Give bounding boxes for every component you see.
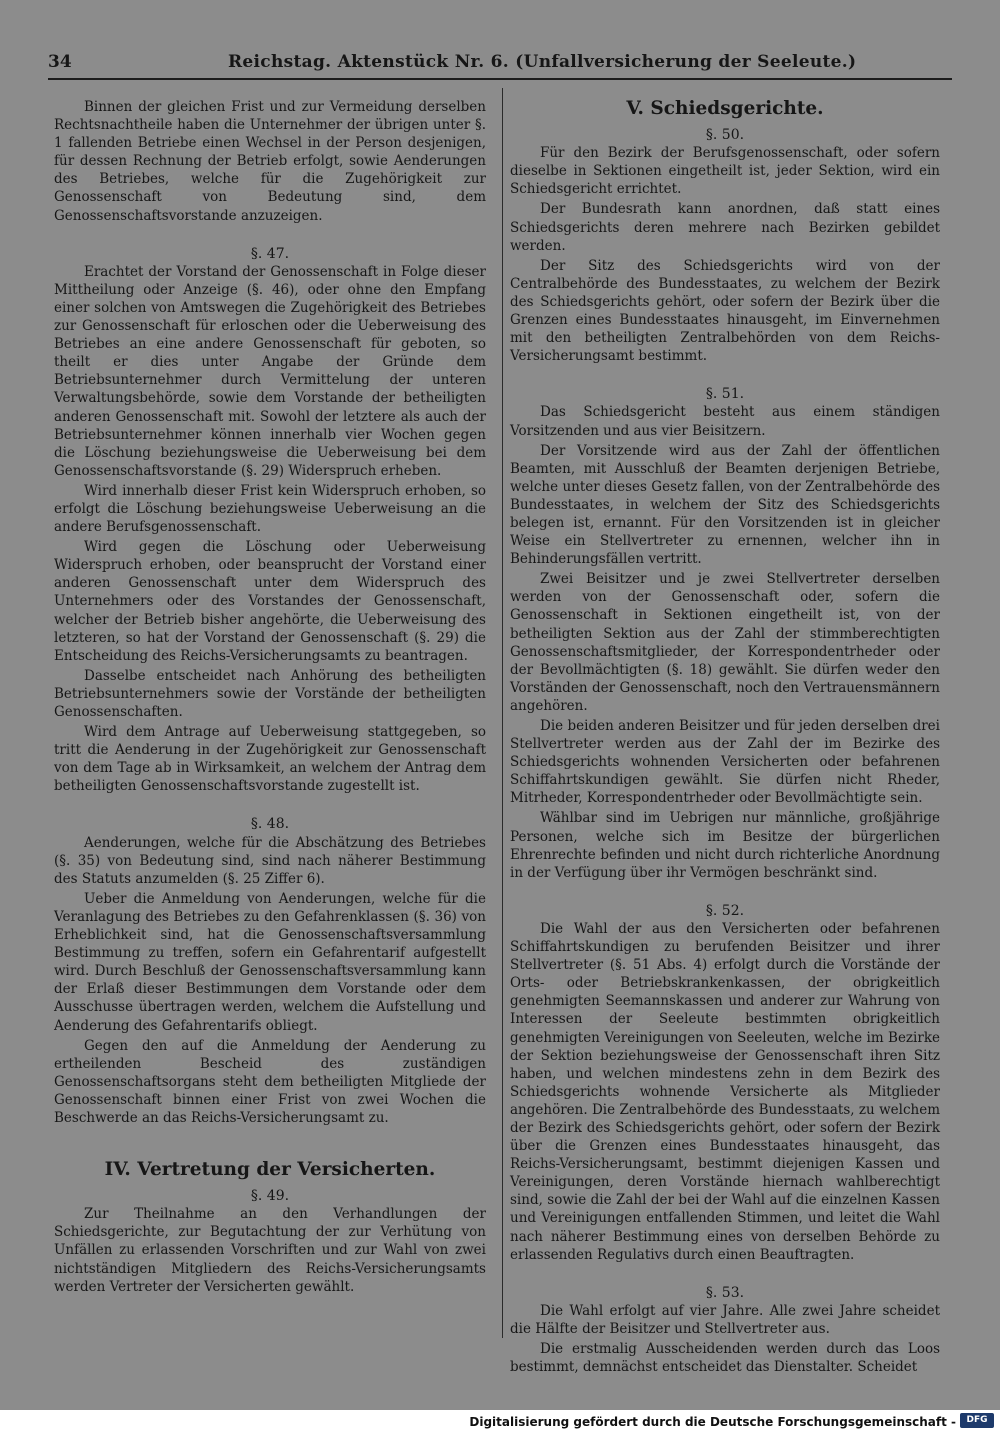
paragraph: Zwei Beisitzer und je zwei Stellvertreter derselben werden von der Genossenschaft oder, sofern die Genossenschaft in Sektionen eingetheilt ist, von der betheiligten Sektion aus der Zahl der stimmberechtigten Genossenschaftsmitglieder, der Korrespondentrheder oder der Bevollmächtigten (§. 18) gewählt. Sie dürfen weder den Vorständen der Genossenschaft, noch den Vertrauensmännern angehören. [510, 571, 940, 714]
page-number: 34 [48, 52, 72, 72]
paragraph: Zur Theilnahme an den Verhandlungen der Schiedsgerichte, zur Begutachtung der zur Verhütung von Unfällen zu erlassenden Vorschriften und zur Wahl von zwei nichtständigen Mitgliedern des Reichs-Versicherungsamts werden Vertreter der Versicherten gewählt. [54, 1206, 486, 1295]
paragraph: Wählbar sind im Uebrigen nur männliche, großjährige Personen, welche sich im Besitze der bürgerlichen Ehrenrechte befinden und nicht durch richterliche Anordnung in der Verfügung über ihr Vermögen beschränkt sind. [510, 810, 940, 881]
section-number: §. 53. [705, 1284, 745, 1301]
paragraph: Wird dem Antrage auf Ueberweisung stattgegeben, so tritt die Aenderung in der Zugehörigkeit zur Genossenschaft von dem Tage ab in Wirksamkeit, an welchem der Antrag dem betheiligten Genossenschaftsvorstande zugestellt ist. [54, 724, 486, 795]
paragraph: Die beiden anderen Beisitzer und für jeden derselben drei Stellvertreter werden aus der Zahl der im Bezirke des Schiedsgerichts wohnenden Versicherten oder befahrenen Schiffahrtskundigen gewählt. Sie dürfen nicht Rheder, Mitrheder, Korrespondentrheder oder Bevollmächtigte sein. [510, 718, 940, 807]
paragraph: Für den Bezirk der Berufsgenossenschaft, oder sofern dieselbe in Sektionen eingetheilt ist, jeder Sektion, wird ein Schiedsgericht errichtet. [510, 145, 940, 198]
paragraph: Wird innerhalb dieser Frist kein Widerspruch erhoben, so erfolgt die Löschung beziehungsweise Ueberweisung an die andere Berufsgenossenschaft. [54, 482, 486, 536]
paragraph: Die Wahl erfolgt auf vier Jahre. Alle zwei Jahre scheidet die Hälfte der Beisitzer und Stellvertreter aus. [510, 1302, 940, 1337]
right-column [510, 98, 940, 1378]
column-divider [502, 88, 503, 1338]
paragraph: Wird gegen die Löschung oder Ueberweisung Widerspruch erhoben, oder beansprucht der Vorstand einer anderen Genossenschaft unter dem Widerspruch des Unternehmers oder des Vorstandes der Genossenschaft, welcher der Betrieb bisher angehörte, die Ueberweisung des letzteren, so hat der Vorstand der Genossenschaft (§. 29) die Entscheidung des Reichs-Versicherungsamts zu beantragen. [54, 539, 486, 664]
digitization-footer [0, 1410, 1000, 1432]
paragraph: Die erstmalig Ausscheidenden werden durch das Loos bestimmt, demnächst entscheidet das Dienstalter. Scheidet [510, 1341, 940, 1376]
paragraph: Ueber die Anmeldung von Aenderungen, welche für die Veranlagung des Betriebes zu den Gefahrenklassen (§. 36) von Erheblichkeit sind, hat die Genossenschaftsversammlung Bestimmung zu treffen, sofern ein Gefahrentarif aufgestellt wird. Durch Beschluß der Genossenschaftsversammlung kann der Erlaß dieser Bestimmungen dem Vorstande oder dem Ausschusse übertragen werden, welchem die Aufstellung und Aenderung des Gefahrentarifs obliegt. [54, 890, 486, 1034]
paragraph: Der Vorsitzende wird aus der Zahl der öffentlichen Beamten, mit Ausschluß der Beamten derjenigen Betriebe, welche unter dieses Gesetz fallen, von der Zentralbehörde des Bundesstaates, in welchem der Sitz des Schiedsgerichts belegen ist, ernannt. Für den Vorsitzenden ist in gleicher Weise ein Stellvertreter zu ernennen, welcher ihn in Behinderungsfällen vertritt. [510, 442, 940, 568]
dfg-logo-icon: DFG [960, 1413, 994, 1428]
left-column [54, 98, 486, 1298]
section-number: §. 51. [705, 386, 745, 403]
paragraph: Gegen den auf die Anmeldung der Aenderung zu ertheilenden Bescheid des zuständigen Genossenschaftsorgans steht dem betheiligten Mitgliede der Genossenschaft binnen einer Frist von zwei Wochen die Beschwerde an das Reichs-Versicherungsamt zu. [54, 1037, 486, 1126]
paragraph: Aenderungen, welche für die Abschätzung des Betriebes (§. 35) von Bedeutung sind, sind nach näherer Bestimmung des Statuts anzumelden (§. 25 Ziffer 6). [54, 834, 486, 887]
paragraph: Binnen der gleichen Frist und zur Vermeidung derselben Rechtsnachtheile haben die Unternehmer der übrigen unter §. 1 fallenden Betriebe einen Wechsel in der Person desjenigen, für dessen Rechnung der Betrieb erfolgt, sowie Aenderungen des Betriebes, welche für die Zugehörigkeit zur Genossenschaft von Bedeutung sind, dem Genossenschaftsvorstande anzuzeigen. [54, 99, 486, 224]
footer-credit: Digitalisierung gefördert durch die Deutsche Forschungsgemeinschaft - [469, 1415, 956, 1429]
header-rule [48, 78, 952, 80]
chapter-heading: IV. Vertretung der Versicherten. [104, 1159, 436, 1181]
paragraph: Der Bundesrath kann anordnen, daß statt eines Schiedsgerichts deren mehrere nach Bezirken gebildet werden. [510, 201, 940, 254]
paragraph: Das Schiedsgericht besteht aus einem ständigen Vorsitzenden und aus vier Beisitzern. [510, 404, 940, 439]
section-number: §. 47. [250, 245, 290, 262]
section-number: §. 52. [705, 902, 745, 919]
section-number: §. 48. [250, 816, 290, 833]
chapter-heading: V. Schiedsgerichte. [626, 98, 824, 119]
paragraph: Erachtet der Vorstand der Genossenschaft in Folge dieser Mittheilung oder Anzeige (§. 46), oder ohne den Empfang einer solchen von Amtswegen die Zugehörigkeit des Betriebes zur Genossenschaft für erloschen oder die Ueberweisung des Betriebes an eine andere Genossenschaft für geboten, so theilt er dies unter Angabe der Gründe dem Betriebsunternehmer durch Vermittelung der unteren Verwaltungsbehörde, sowie dem Vorstande der betheiligten anderen Genossenschaft mit. Sowohl der letztere als auch der Betriebsunternehmer können innerhalb vier Wochen gegen die Löschung beziehungsweise die Ueberweisung bei dem Genossenschaftsvorstande (§. 29) Widerspruch erheben. [54, 263, 486, 479]
paragraph: Dasselbe entscheidet nach Anhörung des betheiligten Betriebsunternehmers sowie der Vorstände der betheiligten Genossenschaften. [54, 667, 486, 720]
paragraph: Der Sitz des Schiedsgerichts wird von der Centralbehörde des Bundesstaates, zu welchem der Bezirk des Schiedsgerichts gehört, oder sofern der Bezirk über die Grenzen eines Bundesstaates hinausgeht, im Einvernehmen mit den betheiligten Zentralbehörden von dem Reichs-Versicherungsamt bestimmt. [510, 257, 940, 365]
section-number: §. 49. [250, 1188, 290, 1205]
page-header [48, 46, 952, 80]
section-number: §. 50. [705, 127, 745, 144]
paragraph: Die Wahl der aus den Versicherten oder befahrenen Schiffahrtskundigen zu berufenden Beisitzer und ihrer Stellvertreter (§. 51 Abs. 4) erfolgt durch die Vorstände der Orts- oder Betriebskrankenkassen, der obrigkeitlich genehmigten Seemannskassen und anderer zur Wahrung von Interessen der Seeleute bestimmten obrigkeitlich genehmigten Vereinigungen von Seeleuten, welche im Bezirke der Sektion beziehungsweise der Genossenschaft ihren Sitz haben, und welchen mindestens zehn in dem Bezirk des Schiedsgerichts wohnende Versicherte als Mitglieder angehören. Die Zentralbehörde des Bundesstaats, zu welchem der Bezirk des Schiedsgerichts gehört, oder sofern der Bezirk über die Grenzen eines Bundesstaates hinausgeht, das Reichs-Versicherungsamt, bestimmt diejenigen Kassen und Vereinigungen, deren Vorstände hiernach wahlberechtigt sind, sowie die Zahl der bei der Wahl auf die einzelnen Kassen und Vereinigungen entfallenden Stimmen, und leitet die Wahl nach näherer Bestimmung eines von derselben Behörde zu erlassenden Regulativs durch einen Beauftragten. [510, 920, 940, 1263]
header-title: Reichstag. Aktenstück Nr. 6. (Unfallversicherung der Seeleute.) [228, 52, 857, 72]
